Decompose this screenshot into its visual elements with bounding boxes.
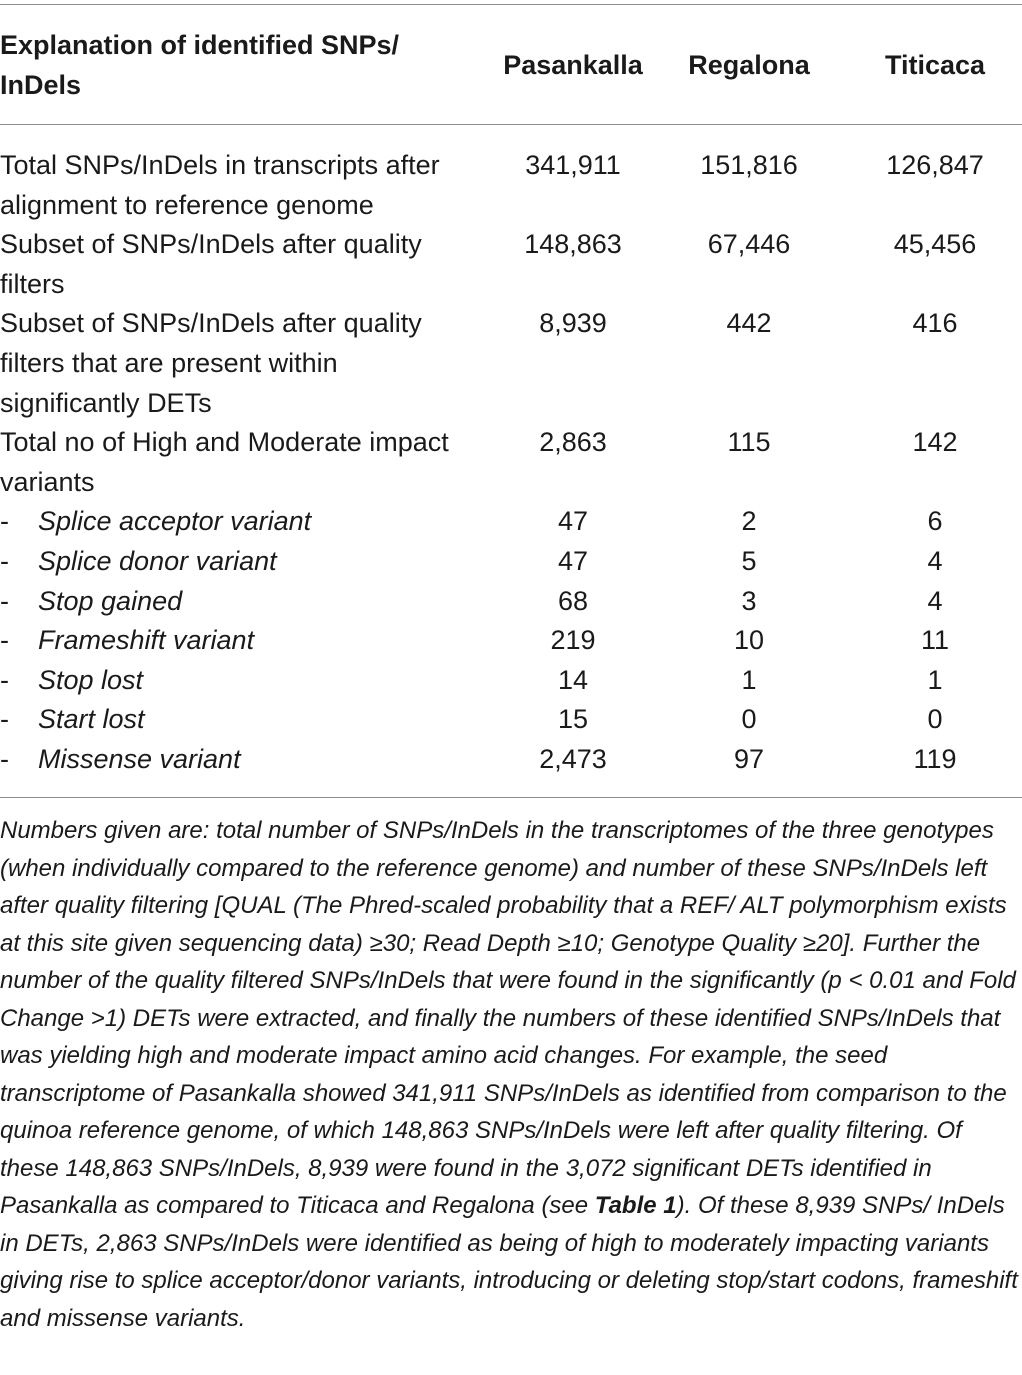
cell-pasankalla: 8,939 (539, 308, 607, 338)
cell-pasankalla: 2,473 (539, 744, 607, 774)
cell-pasankalla: 47 (557, 546, 589, 576)
cell-titicaca: 1 (927, 665, 943, 695)
header-explanation: Explanation of identified SNPs/ InDels (0, 30, 400, 100)
cell-regalona: 97 (733, 744, 765, 774)
table-footnote (0, 812, 1022, 1337)
cell-regalona: 151,816 (700, 150, 798, 180)
cell-pasankalla: 68 (557, 586, 589, 616)
cell-titicaca: 45,456 (893, 229, 977, 259)
cell-titicaca: 416 (912, 308, 958, 338)
cell-pasankalla: 14 (557, 665, 589, 695)
cell-pasankalla: 148,863 (524, 229, 622, 259)
cell-pasankalla: 341,911 (525, 150, 621, 180)
bullet-dash: - (0, 625, 9, 655)
table-top-rule (0, 4, 1022, 5)
table-bottom-rule (0, 797, 1022, 798)
header-pasankalla: Pasankalla (503, 50, 643, 80)
cell-pasankalla: 47 (557, 506, 589, 536)
row-label: Stop gained (38, 586, 183, 616)
row-label: Frameshift variant (38, 625, 255, 655)
row-label: Total no of High and Moderate impact variants (0, 427, 449, 497)
cell-regalona: 67,446 (707, 229, 791, 259)
cell-titicaca: 11 (920, 625, 950, 655)
row-label: Splice donor variant (38, 546, 277, 576)
bullet-dash: - (0, 704, 9, 734)
cell-titicaca: 126,847 (886, 150, 984, 180)
footnote-table-reference: Table 1 (594, 1192, 677, 1219)
row-label: Subset of SNPs/InDels after quality filters that are present within significantly DETs (0, 308, 422, 418)
cell-titicaca: 142 (912, 427, 958, 457)
row-label: Total SNPs/InDels in transcripts after alignment to reference genome (0, 150, 440, 220)
cell-titicaca: 119 (913, 744, 957, 774)
cell-pasankalla: 2,863 (539, 427, 607, 457)
header-regalona: Regalona (688, 50, 810, 80)
cell-titicaca: 4 (927, 546, 943, 576)
cell-titicaca: 0 (927, 704, 943, 734)
row-label: Subset of SNPs/InDels after quality filters (0, 229, 422, 299)
row-label: Stop lost (38, 665, 144, 695)
footnote-text-part2: ). Of these 8,939 SNPs/ InDels in DETs, 2,863 SNPs/InDels were identified as being of high to moderately impacting variants giving rise to splice acceptor/donor variants, introducing or deleting stop/start codons, frameshift and missense variants. (0, 1192, 1018, 1332)
header-titicaca: Titicaca (884, 50, 986, 80)
cell-titicaca: 6 (927, 506, 943, 536)
row-label: Splice acceptor variant (38, 506, 312, 536)
cell-regalona: 2 (741, 506, 757, 536)
bullet-dash: - (0, 506, 9, 536)
bullet-dash: - (0, 546, 9, 576)
cell-regalona: 5 (741, 546, 757, 576)
cell-regalona: 0 (741, 704, 757, 734)
bullet-dash: - (0, 586, 9, 616)
footnote-text-part1: Numbers given are: total number of SNPs/InDels in the transcriptomes of the three genotypes (when individually compared to the reference genome) and number of these SNPs/InDels left after quality filtering [QUAL (The Phred-scaled probability that a REF/ ALT polymorphism exists at this site given sequencing data) ≥30; Read Depth ≥10; Genotype Quality ≥20]. Further the number of the quality filtered SNPs/InDels that were found in the significantly (p < 0.01 and Fold Change >1) DETs were extracted, and finally the numbers of these identified SNPs/InDels that was yielding high and moderate impact amino acid changes. For example, the seed transcriptome of Pasankalla showed 341,911 SNPs/InDels as identified from comparison to the quinoa reference genome, of which 148,863 SNPs/InDels were left after quality filtering. Of these 148,863 SNPs/InDels, 8,939 were found in the 3,072 significant DETs identified in Pasankalla as compared to Titicaca and Regalona (see (0, 817, 1016, 1219)
cell-pasankalla: 15 (557, 704, 589, 734)
cell-regalona: 10 (733, 625, 765, 655)
cell-regalona: 442 (726, 308, 772, 338)
bullet-dash: - (0, 744, 9, 774)
cell-pasankalla: 219 (550, 625, 596, 655)
bullet-dash: - (0, 665, 9, 695)
row-label: Missense variant (38, 744, 241, 774)
cell-titicaca: 4 (927, 586, 943, 616)
row-label: Start lost (38, 704, 145, 734)
cell-regalona: 115 (727, 427, 771, 457)
cell-regalona: 1 (741, 665, 757, 695)
table-header-rule (0, 124, 1022, 125)
cell-regalona: 3 (741, 586, 757, 616)
